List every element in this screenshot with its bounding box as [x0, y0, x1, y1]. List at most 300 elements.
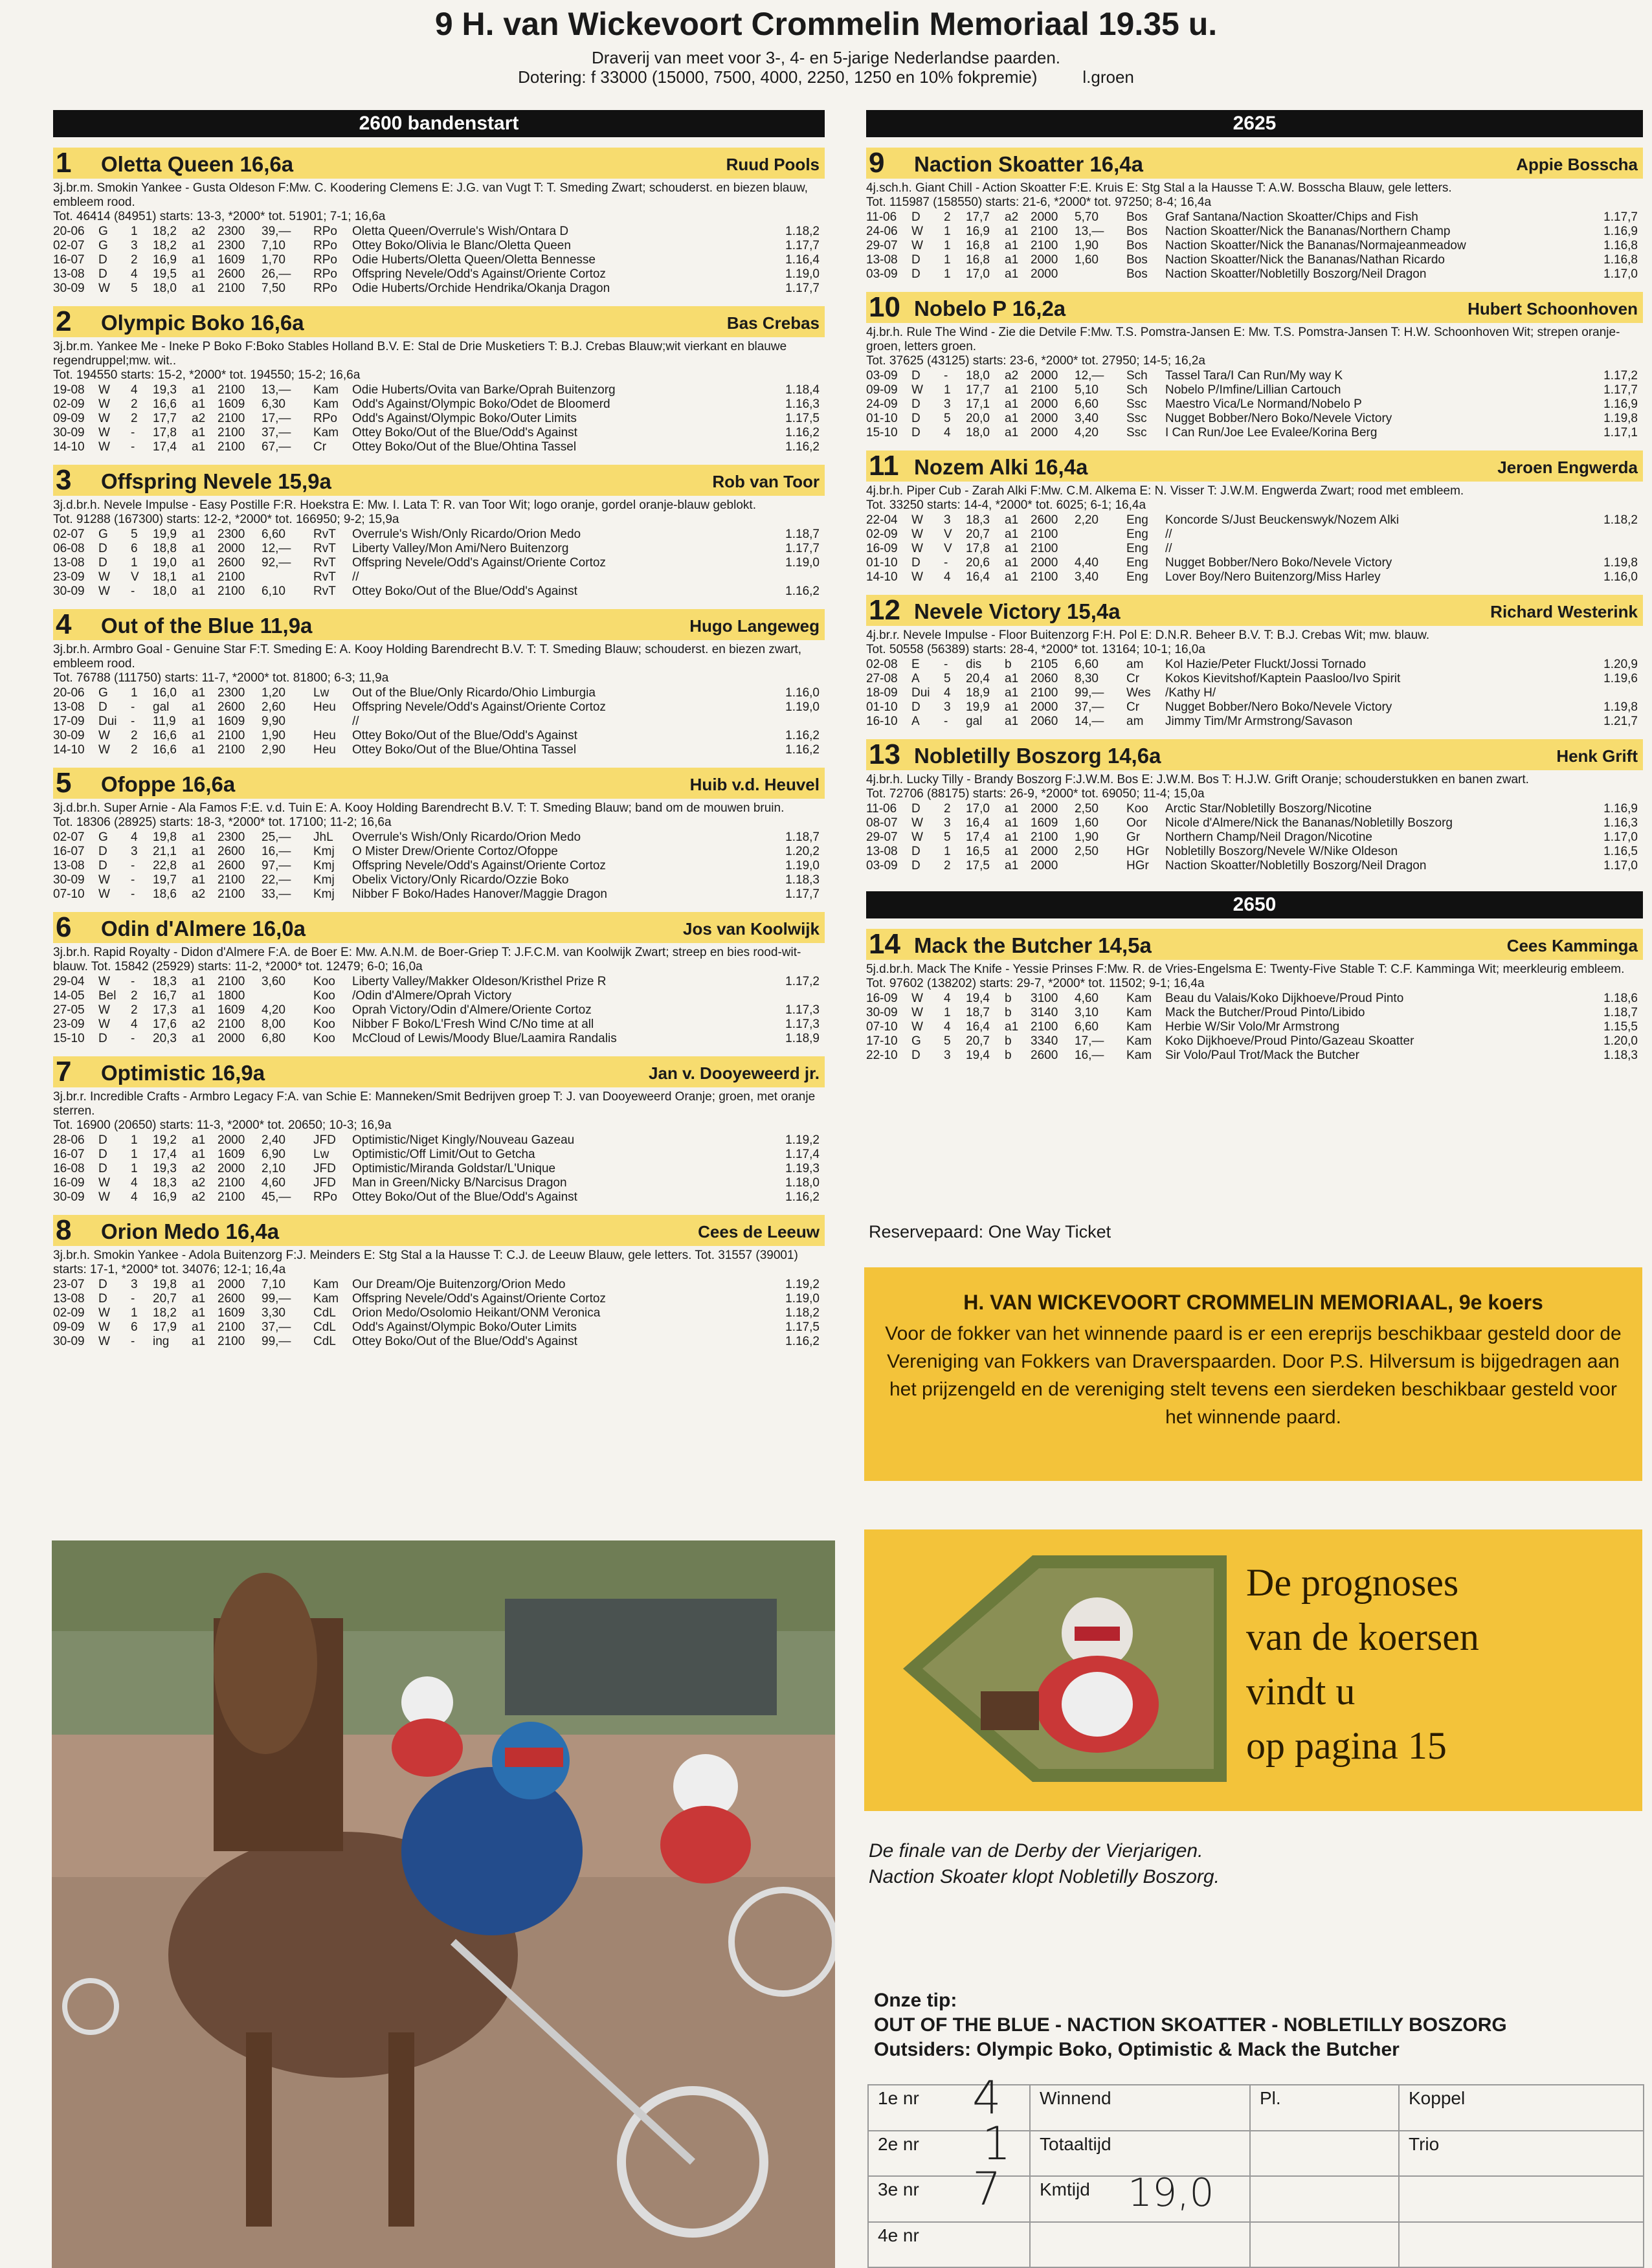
- horse-totals: Tot. 16900 (20650) starts: 11-3, *2000* tot. 20650; 10-3; 16,9a: [53, 1118, 392, 1132]
- horse-header: [53, 306, 825, 337]
- table-cell: [766, 989, 825, 1003]
- table-cell: a2: [192, 1162, 206, 1175]
- table-cell: 1.17,7: [1603, 210, 1638, 224]
- table-cell: 02-07: [53, 239, 85, 252]
- table-cell: Kam: [313, 1278, 339, 1291]
- table-cell: 16,9: [153, 1190, 177, 1204]
- table-row: [53, 686, 825, 700]
- table-cell: a1: [192, 1003, 206, 1017]
- table-cell: 4: [944, 1020, 951, 1034]
- table-cell: 3,60: [262, 975, 285, 988]
- table-row: [866, 542, 1643, 556]
- horse-header: [866, 450, 1643, 482]
- table-cell: McCloud of Lewis/Moody Blue/Laamira Randalis: [352, 1032, 617, 1045]
- horse-header: [866, 929, 1643, 960]
- table-cell: 6,10: [262, 584, 285, 598]
- grid-cell: 3e nr 7: [868, 2176, 1030, 2222]
- table-cell: 1.16,2: [785, 584, 820, 598]
- table-cell: b: [1005, 1049, 1012, 1062]
- table-cell: D: [98, 1278, 107, 1291]
- table-cell: a1: [192, 873, 206, 887]
- table-cell: 1.17,4: [785, 1148, 820, 1161]
- horse-header: [53, 1215, 825, 1246]
- table-cell: Ottey Boko/Out of the Blue/Odd's Against: [352, 729, 577, 742]
- table-cell: 2000: [1031, 253, 1058, 267]
- table-cell: W: [98, 1306, 110, 1320]
- driver-name: Cees de Leeuw: [698, 1222, 820, 1241]
- table-cell: 1.17,0: [1603, 830, 1638, 844]
- table-cell: 1: [131, 225, 138, 238]
- horse-totals: Tot. 18306 (28925) starts: 18-3, *2000* tot. 17100; 11-2; 16,6a: [53, 816, 392, 829]
- table-cell: 17,6: [153, 1017, 177, 1031]
- table-cell: 2100: [218, 1190, 245, 1204]
- table-cell: 17,4: [153, 440, 177, 454]
- table-cell: 13-08: [53, 556, 85, 570]
- table-cell: 02-07: [53, 830, 85, 844]
- table-cell: 18,0: [966, 426, 990, 439]
- table-cell: 13-08: [53, 267, 85, 281]
- table-row: [53, 743, 825, 757]
- table-row: [866, 426, 1643, 440]
- table-cell: 17,1: [966, 397, 990, 411]
- table-cell: a2: [192, 1190, 206, 1204]
- table-row: [53, 383, 825, 397]
- table-cell: gal: [153, 700, 170, 714]
- table-cell: 3: [944, 1049, 951, 1062]
- table-cell: a1: [192, 715, 206, 728]
- table-cell: 02-09: [53, 397, 85, 411]
- table-row: [866, 556, 1643, 570]
- table-cell: HGr: [1126, 845, 1149, 858]
- table-cell: 11,9: [153, 715, 176, 728]
- table-row: [53, 1133, 825, 1148]
- table-cell: -: [131, 584, 135, 598]
- table-cell: [1075, 267, 1126, 282]
- driver-name: Huib v.d. Heuvel: [689, 775, 820, 794]
- table-cell: 2100: [218, 584, 245, 598]
- table-cell: 5: [944, 412, 951, 425]
- table-cell: 16,8: [966, 239, 990, 252]
- table-cell: Wes: [1126, 686, 1151, 700]
- table-cell: Offspring Nevele/Odd's Against/Oriente Cortoz: [352, 267, 606, 281]
- table-cell: 1.17,0: [1603, 267, 1638, 281]
- table-cell: D: [911, 210, 921, 224]
- table-cell: a2: [192, 1017, 206, 1031]
- table-cell: Bos: [1126, 253, 1148, 267]
- table-cell: V: [131, 570, 139, 584]
- horse-header: [866, 739, 1643, 770]
- horse-header: [866, 292, 1643, 323]
- table-cell: W: [98, 887, 110, 901]
- table-cell: 15-10: [866, 426, 898, 439]
- horse-entry: [866, 739, 1643, 873]
- grid-cell: Totaaltijd: [1030, 2131, 1250, 2177]
- horse-number: 5: [56, 767, 72, 799]
- table-row: [866, 700, 1643, 715]
- distance-bar: 2650: [866, 891, 1643, 918]
- table-cell: Cr: [313, 440, 327, 454]
- table-cell: Kam: [313, 397, 339, 411]
- table-row: [866, 658, 1643, 672]
- table-cell: 2,50: [1075, 845, 1099, 858]
- table-cell: 99,—: [1075, 686, 1104, 700]
- table-cell: 2: [131, 743, 138, 757]
- table-cell: 2600: [1031, 513, 1058, 527]
- horse-entry: [53, 768, 825, 902]
- tip-line: OUT OF THE BLUE - NACTION SKOATTER - NOBLETILLY BOSZORG: [874, 2014, 1507, 2036]
- table-row: [866, 570, 1643, 584]
- table-cell: -: [944, 658, 948, 671]
- table-cell: Optimistic/Niget Kingly/Nouveau Gazeau: [352, 1133, 575, 1147]
- table-cell: 1.18,3: [1603, 1049, 1638, 1062]
- horse-entry: [53, 1215, 825, 1349]
- table-row: [866, 412, 1643, 426]
- horse-number: 14: [869, 928, 900, 960]
- table-cell: 19,2: [153, 1133, 177, 1147]
- table-cell: 1.18,7: [1603, 1006, 1638, 1019]
- table-cell: W: [911, 239, 923, 252]
- table-cell: 1.18,7: [785, 528, 820, 541]
- table-row: [866, 383, 1643, 397]
- table-cell: 1609: [1031, 816, 1058, 830]
- horse-info: 3j.br.h. Smokin Yankee - Adola Buitenzorg F:J. Meinders E: Stg Stal a la Hausse T: C.J. de Leeuw Blauw, gele letters. Tot. 31557 (39001) starts: 17-1, *2000* tot. 34076; 12-1; 16,4a: [53, 1249, 798, 1276]
- table-cell: 1.15,5: [1603, 1020, 1638, 1034]
- table-cell: 3: [131, 239, 138, 252]
- table-cell: 2100: [1031, 830, 1058, 844]
- horse-name: Odin d'Almere 16,0a: [101, 917, 306, 940]
- table-cell: 22-10: [866, 1049, 898, 1062]
- table-cell: 2100: [218, 570, 245, 584]
- table-cell: RPo: [313, 239, 337, 252]
- table-cell: a1: [192, 383, 206, 397]
- table-cell: 1: [131, 1162, 138, 1175]
- table-cell: RvT: [313, 542, 336, 555]
- table-cell: 2100: [218, 975, 245, 988]
- table-cell: 13-08: [866, 845, 898, 858]
- table-cell: 2600: [218, 556, 245, 570]
- table-cell: am: [1126, 658, 1144, 671]
- table-cell: Eng: [1126, 513, 1148, 527]
- table-cell: 2100: [218, 1017, 245, 1031]
- table-cell: a1: [1005, 412, 1019, 425]
- table-cell: 02-07: [53, 528, 85, 541]
- table-cell: 1.19,2: [785, 1133, 820, 1147]
- table-cell: [262, 570, 313, 584]
- table-cell: Ottey Boko/Out of the Blue/Odd's Against: [352, 426, 577, 439]
- table-cell: a1: [192, 282, 206, 295]
- table-cell: RPo: [313, 1190, 337, 1204]
- table-cell: Mack the Butcher/Proud Pinto/Libido: [1165, 1006, 1365, 1019]
- table-cell: 14-10: [53, 743, 85, 757]
- table-cell: 3: [944, 700, 951, 714]
- horse-name: Ofoppe 16,6a: [101, 772, 236, 796]
- table-cell: 5: [944, 830, 951, 844]
- table-cell: ing: [153, 1335, 170, 1348]
- table-row: [53, 267, 825, 282]
- table-cell: Bos: [1126, 267, 1148, 281]
- table-row: [866, 267, 1643, 282]
- table-cell: a1: [1005, 556, 1019, 570]
- table-cell: Bos: [1126, 210, 1148, 224]
- grid-cell: [1250, 2131, 1399, 2177]
- horse-entry: [53, 912, 825, 1046]
- horse-entry: [53, 306, 825, 454]
- horse-name: Nobletilly Boszorg 14,6a: [914, 744, 1161, 768]
- table-cell: 02-09: [53, 1306, 85, 1320]
- table-cell: 17,7: [966, 210, 990, 224]
- table-cell: 16-09: [866, 542, 898, 555]
- horse-header: [866, 595, 1643, 626]
- grid-cell: 4e nr: [868, 2222, 1030, 2268]
- table-cell: 23-09: [53, 1017, 85, 1031]
- table-cell: 16,6: [153, 729, 177, 742]
- grid-cell: Winnend: [1030, 2085, 1250, 2131]
- table-cell: W: [98, 1190, 110, 1204]
- table-cell: 4,20: [262, 1003, 285, 1017]
- table-cell: 17,8: [966, 542, 990, 555]
- table-cell: D: [911, 369, 921, 383]
- table-cell: a1: [1005, 686, 1019, 700]
- table-cell: Ottey Boko/Olivia le Blanc/Oletta Queen: [352, 239, 571, 252]
- table-cell: Oprah Victory/Odin d'Almere/Oriente Cortoz: [352, 1003, 592, 1017]
- table-cell: 3140: [1031, 1006, 1058, 1019]
- table-cell: 1.16,2: [785, 440, 820, 454]
- table-row: [866, 1049, 1643, 1063]
- table-cell: -: [131, 715, 135, 728]
- table-cell: 06-08: [53, 542, 85, 555]
- table-cell: 3: [944, 816, 951, 830]
- table-cell: Odd's Against/Olympic Boko/Outer Limits: [352, 412, 577, 425]
- table-cell: a1: [1005, 816, 1019, 830]
- table-cell: a1: [192, 542, 206, 555]
- table-cell: 20,3: [153, 1032, 177, 1045]
- table-cell: JhL: [313, 830, 333, 844]
- table-cell: 2600: [218, 267, 245, 281]
- table-cell: 01-10: [866, 412, 898, 425]
- table-cell: Dui: [911, 686, 930, 700]
- table-cell: Oor: [1126, 816, 1147, 830]
- table-cell: 17-10: [866, 1034, 898, 1048]
- table-cell: D: [911, 845, 921, 858]
- table-cell: Optimistic/Miranda Goldstar/L'Unique: [352, 1162, 556, 1175]
- table-cell: 2100: [218, 282, 245, 295]
- table-cell: 1: [944, 225, 951, 238]
- table-cell: Optimistic/Off Limit/Out to Getcha: [352, 1148, 535, 1161]
- table-cell: 2000: [218, 1133, 245, 1147]
- table-cell: W: [98, 743, 110, 757]
- table-cell: 1.16,2: [785, 729, 820, 742]
- table-cell: 1.17,7: [785, 887, 820, 901]
- table-cell: 5: [944, 1034, 951, 1048]
- horse-entry: [866, 929, 1643, 1063]
- table-cell: 6,30: [262, 397, 285, 411]
- table-cell: a1: [1005, 528, 1019, 541]
- table-cell: Kam: [313, 426, 339, 439]
- table-cell: 2000: [1031, 845, 1058, 858]
- table-cell: 18,3: [153, 1176, 177, 1190]
- table-cell: 20,7: [966, 1034, 990, 1048]
- notice-body: Voor de fokker van het winnende paard is er een ereprijs beschikbaar gesteld door de Vereniging van Fokkers van Draverspaarden. Door P.S. Hilversum is bijgedragen aan het prijzengeld en de vereniging stelt tevens een sierdeken beschikbaar gesteld voor het winnende paard.: [885, 1323, 1622, 1428]
- table-cell: 07-10: [866, 1020, 898, 1034]
- table-cell: 1.16,8: [1603, 239, 1638, 252]
- table-cell: W: [911, 383, 923, 397]
- horse-totals: Tot. 33250 starts: 14-4, *2000* tot. 6025; 6-1; 16,4a: [866, 498, 1146, 512]
- table-cell: Sch: [1126, 369, 1148, 383]
- table-cell: 4: [131, 1017, 138, 1031]
- table-cell: 17,5: [966, 859, 990, 873]
- table-cell: a1: [192, 1292, 206, 1306]
- horse-entry: [866, 292, 1643, 440]
- table-cell: W: [911, 513, 923, 527]
- table-cell: 03-09: [866, 267, 898, 281]
- table-cell: W: [98, 584, 110, 598]
- table-row: [53, 873, 825, 887]
- table-cell: a2: [1005, 369, 1019, 383]
- table-cell: 2: [131, 729, 138, 742]
- grid-cell: Koppel: [1399, 2085, 1644, 2131]
- grid-cell: [1399, 2176, 1644, 2222]
- horse-entry: [53, 465, 825, 599]
- table-cell: Odie Huberts/Oletta Queen/Oletta Bennesse: [352, 253, 596, 267]
- table-cell: Offspring Nevele/Odd's Against/Oriente Cortoz: [352, 859, 606, 873]
- table-cell: Overrule's Wish/Only Ricardo/Orion Medo: [352, 528, 581, 541]
- table-row: [53, 282, 825, 296]
- table-cell: a1: [1005, 239, 1019, 252]
- table-cell: 2300: [218, 830, 245, 844]
- table-cell: 2600: [1031, 1049, 1058, 1062]
- table-cell: 11-06: [866, 210, 897, 224]
- table-cell: -: [131, 1335, 135, 1348]
- table-cell: 20-06: [53, 686, 85, 700]
- table-cell: 19,9: [153, 528, 177, 541]
- table-cell: 1609: [218, 715, 245, 728]
- table-row: [866, 1034, 1643, 1049]
- table-cell: Kmj: [313, 845, 335, 858]
- horse-info: 3j.br.r. Incredible Crafts - Armbro Legacy F:A. van Schie E: Manneken/Smit Bedrijven groep T: J. van Dooyeweerd Oranje; groen, met oranje sterren. Tot. 16900 (20650) starts: 11-3, *2000* tot. 20650; 10-3; 16,9a: [53, 1090, 825, 1133]
- table-cell: G: [911, 1034, 921, 1048]
- table-cell: 16,6: [153, 743, 177, 757]
- race-history: [53, 975, 825, 1046]
- horse-number: 13: [869, 739, 900, 770]
- table-cell: 19,7: [153, 873, 177, 887]
- table-cell: 1.16,2: [785, 1335, 820, 1348]
- table-cell: 1,70: [262, 253, 285, 267]
- table-row: [866, 715, 1643, 729]
- horse-entry: [53, 1056, 825, 1205]
- table-cell: 18,3: [966, 513, 990, 527]
- table-cell: a1: [192, 556, 206, 570]
- table-cell: 17,9: [153, 1320, 177, 1334]
- table-cell: 99,—: [262, 1335, 291, 1348]
- race-history: [53, 686, 825, 757]
- table-cell: a1: [192, 743, 206, 757]
- race-title: 9 H. van Wickevoort Crommelin Memoriaal 19.35 u.: [434, 6, 1218, 42]
- table-row: [53, 412, 825, 426]
- table-cell: a1: [1005, 830, 1019, 844]
- grid-cell: [1250, 2222, 1399, 2268]
- horse-totals: Tot. 91288 (167300) starts: 12-2, *2000* tot. 166950; 9-2; 15,9a: [53, 513, 399, 526]
- table-cell: D: [98, 267, 107, 281]
- table-cell: Nugget Bobber/Nero Boko/Nevele Victory: [1165, 556, 1392, 570]
- table-row: [53, 556, 825, 570]
- horse-totals: Tot. 115987 (158550) starts: 21-6, *2000* tot. 97250; 8-4; 16,4a: [866, 195, 1212, 209]
- distance-bar: 2625: [866, 110, 1643, 137]
- table-cell: W: [98, 412, 110, 425]
- table-cell: a1: [192, 845, 206, 858]
- horse-info: 5j.d.br.h. Mack The Knife - Yessie Prinses F:Mw. R. de Vries-Engelsma E: Twenty-Five Stable T: C.F. Kamminga Wit; meerkleurig embleem. Tot. 97602 (138202) starts: 29-7, *2000* tot. 11502; 9-1; 16,4a: [866, 962, 1643, 991]
- race-history: [866, 210, 1643, 282]
- table-cell: Eng: [1126, 542, 1148, 555]
- table-cell: W: [911, 992, 923, 1005]
- table-cell: Kam: [1126, 1006, 1152, 1019]
- driver-name: Rob van Toor: [712, 472, 820, 491]
- table-cell: Maestro Vica/Le Normand/Nobelo P: [1165, 397, 1362, 411]
- race-photo-icon: [52, 1540, 835, 2268]
- table-cell: Liberty Valley/Mon Ami/Nero Buitenzorg: [352, 542, 569, 555]
- grid-cell: Kmtijd 19,0: [1030, 2176, 1250, 2222]
- table-cell: 1.19,6: [1603, 672, 1638, 685]
- table-cell: 1.18,3: [785, 873, 820, 887]
- table-cell: 09-09: [866, 383, 898, 397]
- table-cell: 3340: [1031, 1034, 1058, 1048]
- table-cell: 16-08: [53, 1162, 85, 1175]
- table-cell: -: [944, 369, 948, 383]
- table-cell: 1.18,9: [785, 1032, 820, 1045]
- table-cell: 6,80: [262, 1032, 285, 1045]
- table-cell: 4: [944, 570, 951, 584]
- race-history: [866, 369, 1643, 440]
- table-cell: Northern Champ/Neil Dragon/Nicotine: [1165, 830, 1372, 844]
- table-cell: 1.19,0: [785, 267, 820, 281]
- table-cell: 30-09: [53, 1335, 85, 1348]
- table-cell: 3100: [1031, 992, 1058, 1005]
- horse-list: [53, 148, 825, 1349]
- grid-cell: [1399, 2222, 1644, 2268]
- table-cell: 18,2: [153, 225, 177, 238]
- distance-bar: 2600 bandenstart: [53, 110, 825, 137]
- table-row: [866, 686, 1643, 700]
- table-cell: 18,8: [153, 542, 177, 555]
- table-cell: 3,10: [1075, 1006, 1099, 1019]
- horse-name: Olympic Boko 16,6a: [101, 311, 304, 335]
- table-cell: 4: [131, 1176, 138, 1190]
- table-cell: W: [911, 528, 923, 541]
- table-row: [53, 570, 825, 584]
- table-cell: Heu: [313, 729, 336, 742]
- table-cell: 23-09: [53, 570, 85, 584]
- table-cell: 1.17,3: [785, 1017, 820, 1031]
- table-cell: 2100: [1031, 383, 1058, 397]
- table-cell: -: [944, 556, 948, 570]
- table-cell: 1,90: [1075, 830, 1099, 844]
- grid-cell: Pl.: [1250, 2085, 1399, 2131]
- table-cell: W: [98, 873, 110, 887]
- table-cell: gal: [966, 715, 983, 728]
- table-cell: I Can Run/Joe Lee Evalee/Korina Berg: [1165, 426, 1378, 439]
- table-cell: 1.20,0: [1603, 1034, 1638, 1048]
- table-cell: 13-08: [866, 253, 898, 267]
- horse-name: Optimistic 16,9a: [101, 1061, 265, 1085]
- horse-number: 10: [869, 291, 900, 323]
- table-row: [866, 845, 1643, 859]
- table-cell: Bos: [1126, 239, 1148, 252]
- table-cell: 18,0: [153, 584, 177, 598]
- table-row: [53, 440, 825, 454]
- horse-info: 3j.br.h. Armbro Goal - Genuine Star F:T. Smeding E: A. Kooy Holding Barendrecht B.V. T: T. Smeding Blauw; schouderst. en biezen zwart, embleem rood. Tot. 76788 (111750) starts: 11-7, *2000* tot. 81800; 6-3; 11,9a: [53, 643, 825, 685]
- grid-cell: [1030, 2222, 1250, 2268]
- table-row: [866, 225, 1643, 239]
- table-cell: 1609: [218, 397, 245, 411]
